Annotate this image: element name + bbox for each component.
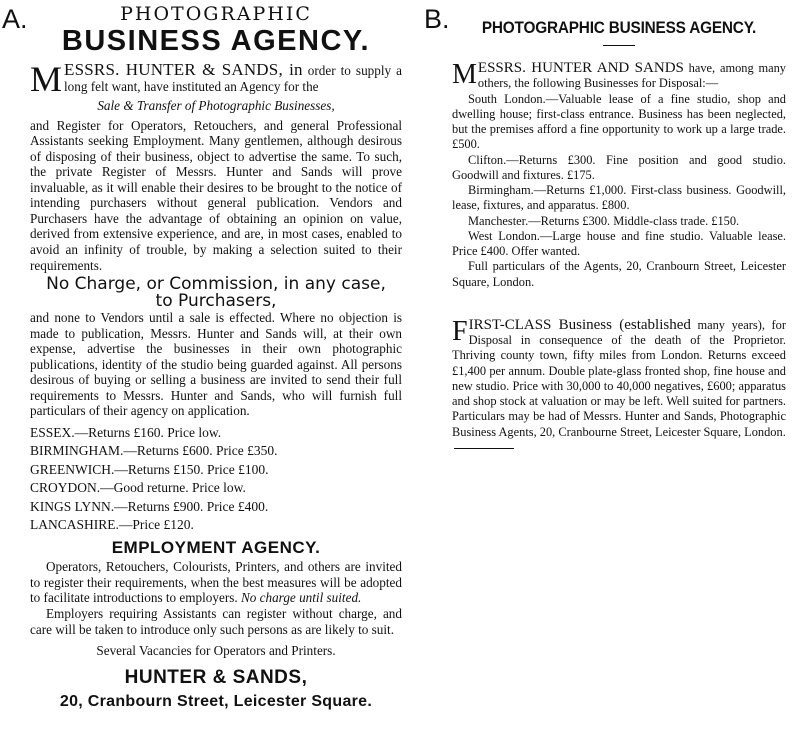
drop-cap: F [452, 315, 468, 347]
business-listings [30, 424, 402, 534]
heading-business-agency: BUSINESS AGENCY. [61, 25, 371, 57]
heading-photographic-business-agency: PHOTOGRAPHIC BUSINESS AGENCY. [481, 19, 757, 37]
intro-lead: ESSRS. HUNTER & SANDS, in [64, 60, 303, 79]
listing-item: LANCASHIRE.—Price £120. [30, 516, 194, 532]
listing-item: ESSEX.—Returns £160. Price low. [30, 424, 222, 440]
listing-item: BIRMINGHAM.—Returns £600. Price £350. [30, 443, 278, 459]
listing-item: KINGS LYNN.—Returns £900. Price £400. [30, 498, 269, 514]
drop-cap: M [30, 59, 63, 99]
signature-address: 20, Cranbourn Street, Leicester Square. [59, 692, 373, 710]
employment-paragraph-2: Employers requiring Assistants can register without charge, and care will be taken to introduce only such persons as are likely to suit. [30, 606, 402, 637]
closing-rule [454, 448, 514, 449]
panel-b-advertisement [452, 0, 786, 449]
no-charge-until-suited: No charge until suited. [240, 590, 362, 606]
drop-cap: M [452, 59, 477, 90]
intro-text: order to supply a long felt want, have instituted an Agency for the [64, 63, 403, 94]
sale-transfer-line: Sale & Transfer of Photographic Businesses, [97, 98, 335, 114]
no-charge-line-1: No Charge, or Commission, in any case, [46, 274, 386, 295]
ad1-text: have, among many others, the following Businesses for Disposal:— [477, 61, 786, 91]
listing-item: South London.—Valuable lease of a fine studio, shop and dwelling house; first-class entrance. Business has been neglected, but the premises afford a fine opportunity to work up a large trade. £500. [452, 91, 786, 152]
listing-item: West London.—Large house and fine studio. Valuable lease. Price £400. Offer wanted. [452, 228, 786, 258]
signature-name: HUNTER & SANDS, [124, 666, 308, 688]
ad2-lead: IRST-CLASS Business (established [468, 316, 691, 333]
employment-paragraph-1 [30, 559, 402, 606]
employment-text: Operators, Retouchers, Colourists, Printers, and others are invited to register their requirements, when the best measures will be adopted to facilitate introductions to employers. [30, 559, 402, 606]
heading-photographic: PHOTOGRAPHIC [120, 3, 312, 25]
panel-b-label: B. [424, 4, 450, 34]
heading-rule [603, 45, 635, 46]
vendors-paragraph: and none to Vendors until a sale is effected. Where no objection is made to publication, Messrs. Hunter and Sands will, at their own expense, advertise the businesses in their own photographic publications, identity of the studio being guarded against. All persons desirous of buying or selling a business are invited to send their full requirements to Messrs. Hunter and Sands, who will furnish full particulars of their agency on application. [30, 310, 402, 419]
listing-item: Birmingham.—Returns £1,000. First-class business. Goodwill, lease, fixtures, and apparatus. £800. [452, 183, 786, 213]
listing-item: CROYDON.—Good returne. Price low. [30, 480, 246, 496]
panel-a-advertisement [30, 0, 402, 711]
intro-section [30, 59, 403, 273]
particulars-line: Full particulars of the Agents, 20, Cranbourn Street, Leicester Square, London. [452, 259, 786, 289]
no-charge-line-2: to Purchasers, [155, 291, 277, 312]
listing-item: Manchester.—Returns £300. Middle-class trade. £150. [468, 213, 740, 228]
panel-a-label: A. [2, 4, 28, 34]
ad-hunter-and-sands [452, 61, 786, 290]
employment-agency-heading: EMPLOYMENT AGENCY. [111, 538, 321, 558]
ad-first-class-business [452, 315, 786, 440]
ad1-lead: ESSRS. HUNTER AND SANDS [477, 60, 684, 76]
employment-section [30, 559, 402, 658]
ad2-text: many years), for Disposal in consequence of the death of the Proprietor. Thriving county town, fifty miles from London. Returns exceed £1,400 per annum. Double plate-glass fronted shop, fine house and new studio. Price with 30,000 to 40,000 negatives, £600; apparatus and shop stock at valuation or may be left. Well suited for partners. Particulars may be had of Messrs. Hunter and Sands, Photographic Business Agents, 20, Cranbourne Street, Leicester Square, London. [452, 317, 786, 439]
register-paragraph: and Register for Operators, Retouchers, and general Professional Assistants seeking Employment. Many gentlemen, although desirous of disposing of their business, object to advertise the same. To such, the private Register of Messrs. Hunter and Sands will prove invaluable, as it will enable their desires to be brought to the notice of intending purchasers without general publication. Vendors and Purchasers have the advantage of obtaining an opinion on value, derived from extensive experience, and are, in most cases, enabled to avoid an infinity of trouble, by making a selection suited to their requirements. [30, 117, 402, 273]
listing-item: GREENWICH.—Returns £150. Price £100. [30, 461, 269, 477]
vacancies-line: Several Vacancies for Operators and Printers. [96, 643, 336, 659]
listing-item: Clifton.—Returns £300. Fine position and good studio. Goodwill and fixtures. £175. [452, 152, 786, 182]
